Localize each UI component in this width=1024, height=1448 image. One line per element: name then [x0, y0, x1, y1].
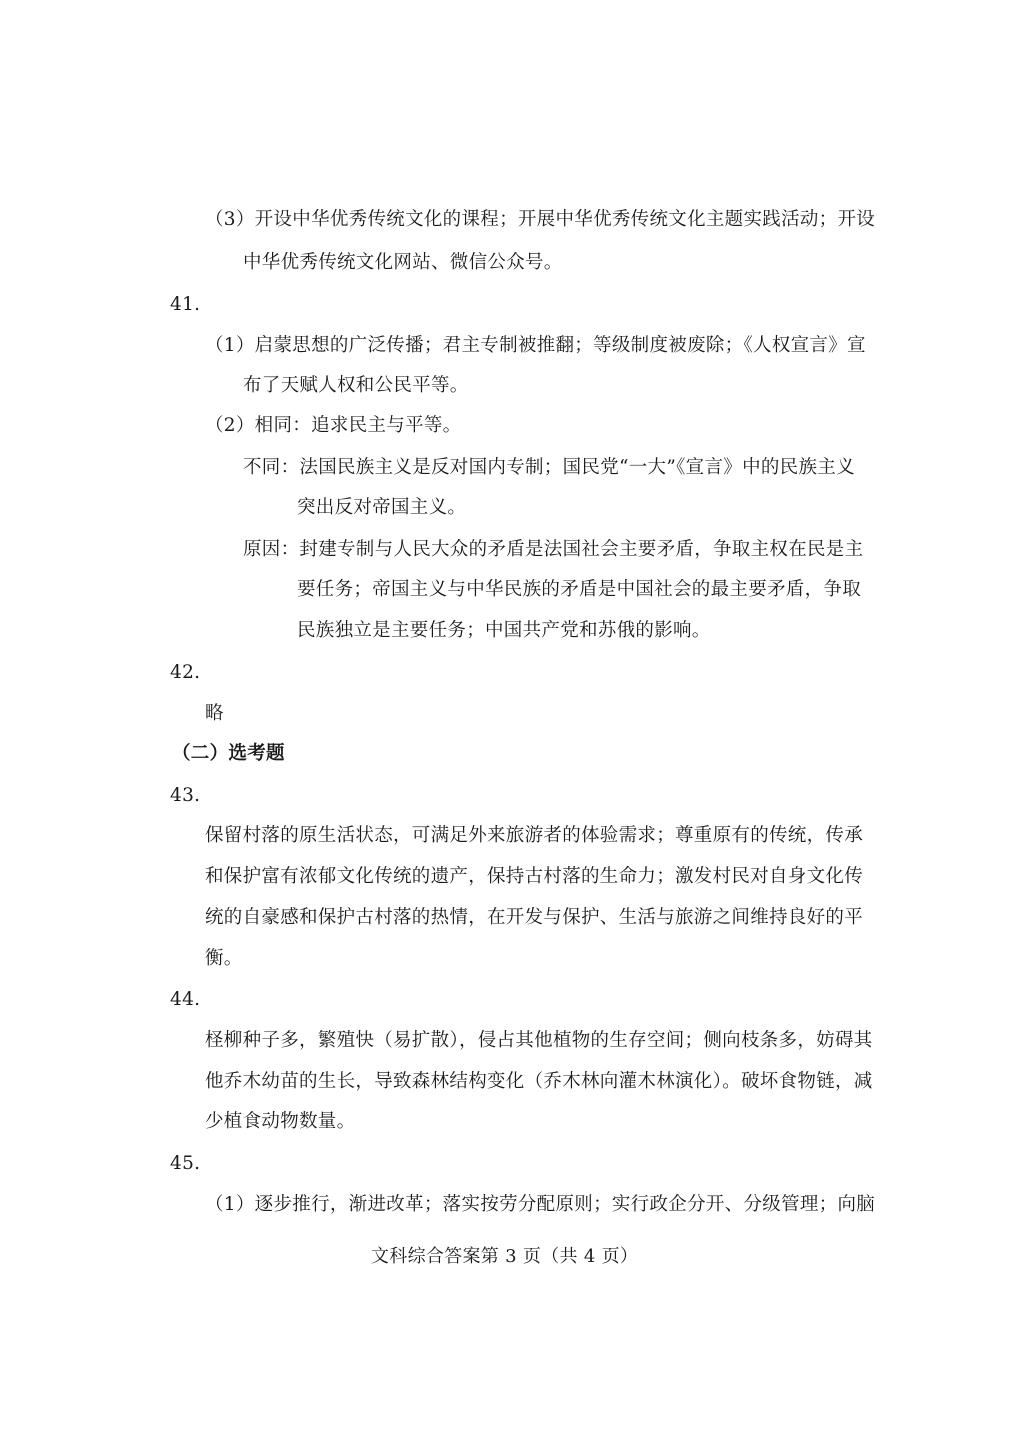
q42-number: 42.: [170, 662, 201, 683]
q41-reason-line1: 原因：封建专制与人民大众的矛盾是法国社会主要矛盾，争取主权在民是主: [243, 539, 864, 560]
q43-line4: 衡。: [205, 948, 243, 969]
q45-part1-line1: （1）逐步推行，渐进改革；落实按劳分配原则；实行政企分开、分级管理；向脑: [205, 1194, 876, 1215]
q40-part3-line1: （3）开设中华优秀传统文化的课程；开展中华优秀传统文化主题实践活动；开设: [205, 209, 876, 230]
q45-number: 45.: [170, 1153, 201, 1174]
q41-part1-line2: 布了天赋人权和公民平等。: [243, 375, 469, 396]
q41-number: 41.: [170, 294, 201, 315]
q43-line1: 保留村落的原生活状态，可满足外来旅游者的体验需求；尊重原有的传统，传承: [205, 825, 864, 846]
q43-number: 43.: [170, 785, 201, 806]
q42-answer: 略: [205, 703, 224, 724]
q41-part1-line1: （1）启蒙思想的广泛传播；君主专制被推翻；等级制度被废除；《人权宣言》宣: [205, 335, 866, 356]
q41-part2-line1: （2）相同：追求民主与平等。: [205, 415, 462, 436]
q44-line1: 柽柳种子多，繁殖快（易扩散），侵占其他植物的生存空间；侧向枝条多，妨碍其: [205, 1030, 873, 1051]
q41-difference-line2: 突出反对帝国主义。: [297, 497, 467, 518]
page-footer: 文科综合答案第 3 页（共 4 页）: [371, 1246, 639, 1267]
q40-part3-line2: 中华优秀传统文化网站、微信公众号。: [243, 252, 563, 273]
q44-line3: 少植食动物数量。: [205, 1111, 356, 1132]
q41-difference-line1: 不同：法国民族主义是反对国内专制；国民党“一大”《宣言》中的民族主义: [243, 457, 855, 478]
q44-number: 44.: [170, 989, 201, 1010]
q41-reason-line2: 要任务；帝国主义与中华民族的矛盾是中国社会的最主要矛盾，争取: [297, 579, 862, 600]
q43-line3: 统的自豪感和保护古村落的热情，在开发与保护、生活与旅游之间维持良好的平: [205, 907, 864, 928]
section-heading: （二）选考题: [172, 743, 285, 764]
q43-line2: 和保护富有浓郁文化传统的遗产，保持古村落的生命力；激发村民对自身文化传: [205, 866, 864, 887]
q44-line2: 他乔木幼苗的生长，导致森林结构变化（乔木林向灌木林演化）。破坏食物链，减: [205, 1071, 873, 1092]
q41-reason-line3: 民族独立是主要任务；中国共产党和苏俄的影响。: [297, 620, 711, 641]
